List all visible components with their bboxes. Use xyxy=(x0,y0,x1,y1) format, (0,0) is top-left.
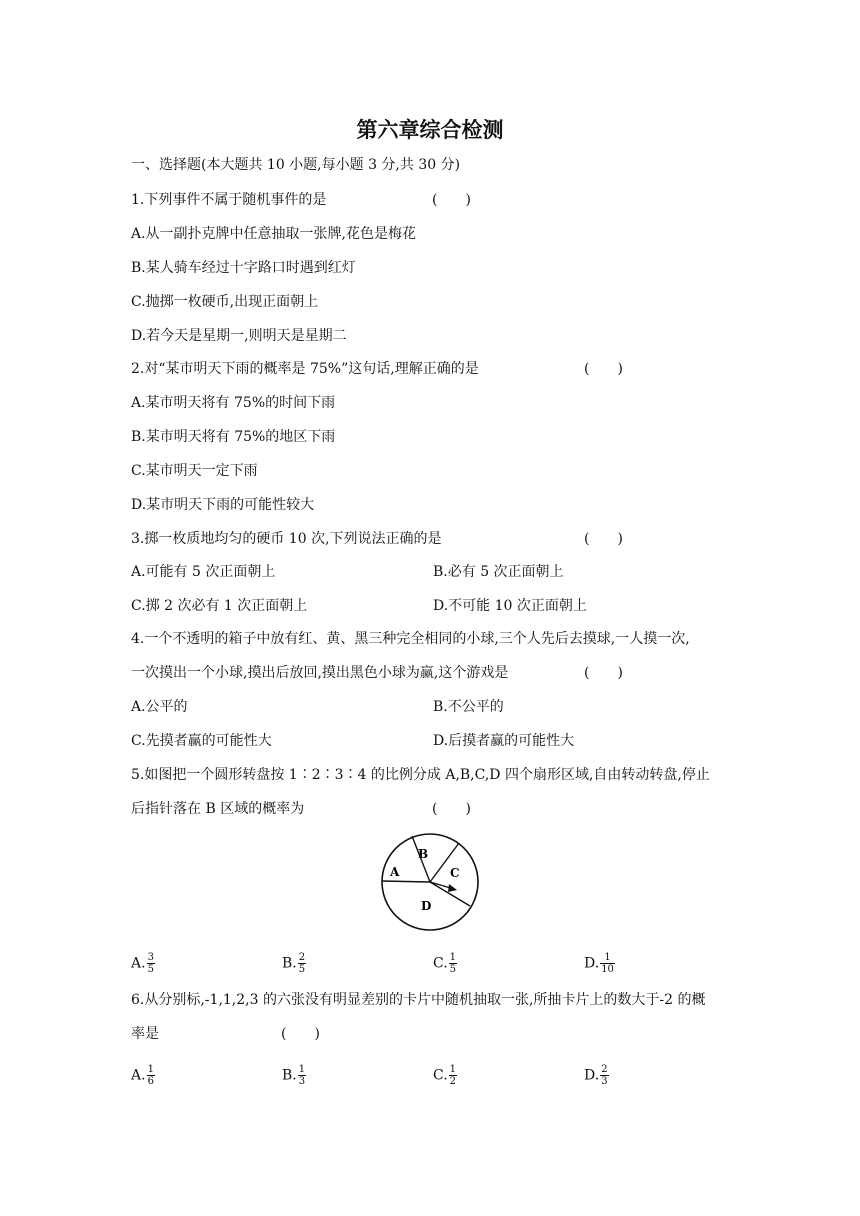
pointer-arrowhead xyxy=(448,884,457,892)
q1-option-d: D.若今天是星期一,则明天是星期二 xyxy=(131,328,347,344)
q2-option-b: B.某市明天将有 75%的地区下雨 xyxy=(131,429,336,445)
q2-option-a: A.某市明天将有 75%的时间下雨 xyxy=(131,395,336,411)
answer-blank: ( ) xyxy=(432,801,471,817)
q2-option-d: D.某市明天下雨的可能性较大 xyxy=(131,497,315,513)
q5-option-c: C. $\frac{1}{5}$ xyxy=(433,952,457,975)
sector-label-a: A xyxy=(390,865,400,879)
answer-blank: ( ) xyxy=(584,531,623,547)
question-6-stem-line1: 6.从分别标,-1,1,2,3 的六张没有明显差别的卡片中随机抽取一张,所抽卡片上的数大于-2 的概 xyxy=(131,992,706,1008)
question-4-stem-line2: 一次摸出一个小球,摸出后放回,摸出黑色小球为赢,这个游戏是 xyxy=(131,665,509,681)
question-4-stem-line1: 4.一个不透明的箱子中放有红、黄、黑三种完全相同的小球,三个人先后去摸球,一人摸一次, xyxy=(131,631,690,647)
question-1-stem: 1.下列事件不属于随机事件的是 xyxy=(131,192,327,208)
question-5-stem-line2: 后指针落在 B 区域的概率为 xyxy=(131,801,305,817)
q4-option-c: C.先摸者赢的可能性大 xyxy=(131,733,272,749)
q6-option-b: B. $\frac{1}{3}$ xyxy=(282,1064,306,1087)
q6-option-c: C. $\frac{1}{2}$ xyxy=(433,1064,457,1087)
q6-option-d: D. $\frac{2}{3}$ xyxy=(584,1064,608,1087)
spinner-figure xyxy=(375,830,487,934)
sector-label-c: C xyxy=(450,866,460,880)
q5-option-a: A. $\frac{3}{5}$ xyxy=(131,952,154,975)
section-heading: 一、选择题(本大题共 10 小题,每小题 3 分,共 30 分) xyxy=(131,157,461,173)
q4-option-d: D.后摸者赢的可能性大 xyxy=(433,733,575,749)
sector-label-b: B xyxy=(418,847,429,861)
answer-blank: ( ) xyxy=(281,1026,320,1042)
page-title: 第六章综合检测 xyxy=(356,118,504,142)
question-6-stem-line2: 率是 xyxy=(131,1026,159,1042)
q5-option-d: D. $\frac{1}{10}$ xyxy=(584,952,614,975)
q4-option-b: B.不公平的 xyxy=(433,699,504,715)
question-3-stem: 3.掷一枚质地均匀的硬币 10 次,下列说法正确的是 xyxy=(131,531,442,547)
q1-option-c: C.抛掷一枚硬币,出现正面朝上 xyxy=(131,294,319,310)
q4-option-a: A.公平的 xyxy=(131,699,188,715)
q3-option-c: C.掷 2 次必有 1 次正面朝上 xyxy=(131,598,308,614)
q3-option-b: B.必有 5 次正面朝上 xyxy=(433,564,564,580)
sector-label-d: D xyxy=(421,899,432,913)
q2-option-c: C.某市明天一定下雨 xyxy=(131,463,258,479)
question-5-stem-line1: 5.如图把一个圆形转盘按 1∶2∶3∶4 的比例分成 A,B,C,D 四个扇形区域,自由转动转盘,停止 xyxy=(131,767,710,783)
answer-blank: ( ) xyxy=(432,192,471,208)
q3-option-a: A.可能有 5 次正面朝上 xyxy=(131,564,276,580)
q5-option-b: B. $\frac{2}{5}$ xyxy=(282,952,306,975)
answer-blank: ( ) xyxy=(584,361,623,377)
q1-option-b: B.某人骑车经过十字路口时遇到红灯 xyxy=(131,260,356,276)
q6-option-a: A. $\frac{1}{6}$ xyxy=(131,1064,154,1087)
divider-line-da xyxy=(382,881,430,882)
answer-blank: ( ) xyxy=(584,665,623,681)
q1-option-a: A.从一副扑克牌中任意抽取一张牌,花色是梅花 xyxy=(131,226,417,242)
question-2-stem: 2.对“某市明天下雨的概率是 75%”这句话,理解正确的是 xyxy=(131,361,479,377)
q3-option-d: D.不可能 10 次正面朝上 xyxy=(433,598,587,614)
